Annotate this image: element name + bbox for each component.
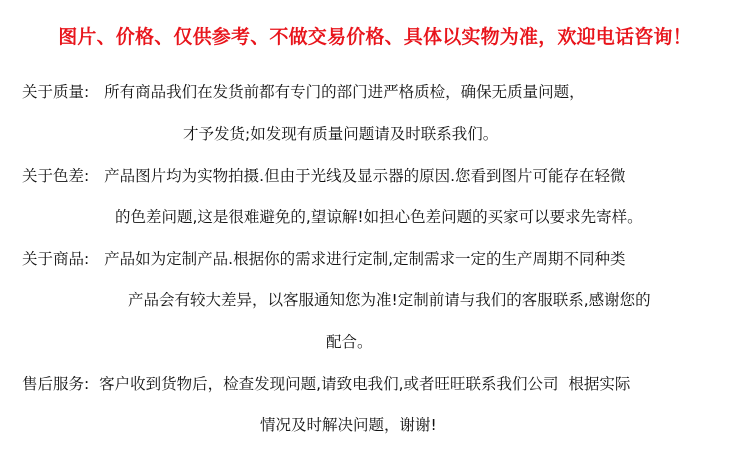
product-line-1 (22, 249, 626, 269)
quality-line-1 (22, 82, 585, 102)
aftersales-line-2 (260, 415, 437, 435)
color-line-2 (115, 207, 643, 227)
product-text-3: 配合。 (326, 333, 373, 351)
color-text-1: 产品图片均为实物拍摄.但由于光线及显示器的原因.您看到图片可能存在轻微 (104, 167, 626, 185)
product-line-2 (128, 290, 651, 310)
color-label: 关于色差: (22, 167, 90, 185)
aftersales-text-2: 情况及时解决问题，谢谢! (260, 416, 437, 434)
aftersales-line-1 (22, 374, 630, 394)
color-line-1 (22, 166, 626, 186)
quality-text-2: 才予发货;如发现有质量问题请及时联系我们。 (183, 125, 499, 143)
notice-headline: 图片、价格、仅供参考、不做交易价格、具体以实物为准，欢迎电话咨询！ (58, 26, 692, 48)
product-text-1: 产品如为定制产品.根据你的需求进行定制,定制需求一定的生产周期不同种类 (104, 250, 626, 268)
aftersales-text-1: 客户收到货物后，检查发现问题,请致电我们,或者旺旺联系我们公司 根据实际 (99, 375, 631, 393)
product-label: 关于商品: (22, 250, 90, 268)
aftersales-label: 售后服务: (22, 375, 90, 393)
quality-label: 关于质量: (22, 83, 90, 101)
quality-text-1: 所有商品我们在发货前都有专门的部门进严格质检，确保无质量问题， (104, 83, 585, 101)
color-text-2: 的色差问题,这是很难避免的,望谅解!如担心色差问题的买家可以要求先寄样。 (115, 208, 643, 226)
quality-line-2 (183, 124, 498, 144)
product-text-2: 产品会有较大差异，以客服通知您为准!定制前请与我们的客服联系,感谢您的 (128, 291, 651, 309)
product-line-3 (326, 332, 373, 352)
